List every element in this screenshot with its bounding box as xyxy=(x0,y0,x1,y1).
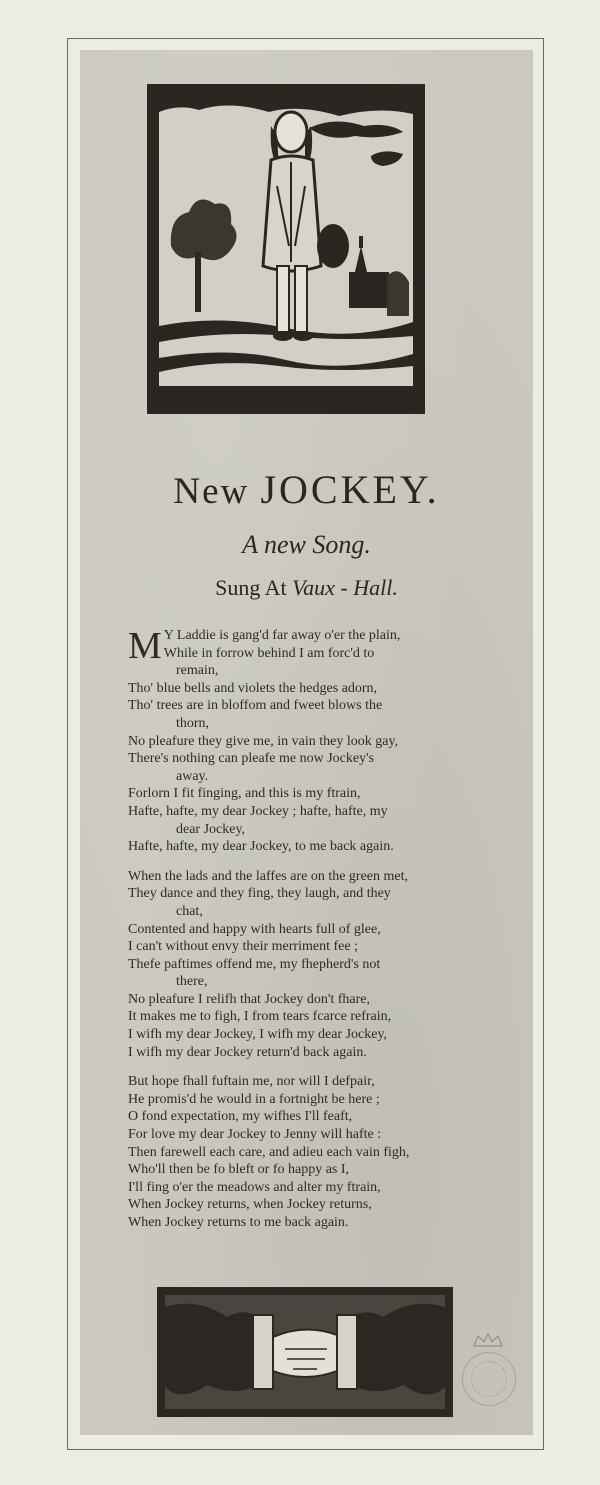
verse-line: remain, xyxy=(176,663,219,679)
verse-line: For love my dear Jockey to Jenny will hafte : xyxy=(128,1127,382,1143)
verse-line: Hafte, hafte, my dear Jockey ; hafte, hafte, my xyxy=(128,803,388,819)
broadside-title xyxy=(80,466,533,513)
verse-line: When Jockey returns, when Jockey returns, xyxy=(128,1197,372,1213)
verse-line: I wifh my dear Jockey return'd back again. xyxy=(128,1044,367,1060)
clasped-hands-drawing xyxy=(157,1287,453,1417)
verse-line: Then farewell each care, and adieu each vain figh, xyxy=(128,1144,410,1160)
verse-line: dear Jockey, xyxy=(176,821,246,837)
verse-line: Forlorn I fit finging, and this is my ftrain, xyxy=(128,786,361,802)
woodcut-gentleman-image xyxy=(147,84,425,414)
verse-line: Who'll then be fo bleft or fo happy as I, xyxy=(128,1162,350,1178)
verse-line: No pleafure I relifh that Jockey don't fhare, xyxy=(128,991,370,1007)
broadside-subtitle: A new Song. xyxy=(242,530,371,559)
verse-line: thorn, xyxy=(176,715,210,731)
verse-line: Y Laddie is gang'd far away o'er the plain, xyxy=(163,628,401,643)
verse-line: When the lads and the laffes are on the green met, xyxy=(128,868,409,884)
verse-line: I wifh my dear Jockey, I wifh my dear Jockey, xyxy=(128,1027,388,1043)
verse-line: When Jockey returns to me back again. xyxy=(128,1215,349,1230)
woodcut-gentleman-drawing xyxy=(159,96,413,402)
library-stamp-icon xyxy=(462,1352,516,1406)
title-word-new: New xyxy=(173,471,250,512)
verse-line: While in forrow behind I am forc'd to xyxy=(163,645,375,661)
stanza-1 xyxy=(128,627,478,856)
song-text xyxy=(128,627,478,1244)
verse-line: It makes me to figh, I from tears fcarce refrain, xyxy=(128,1009,392,1025)
woodcut-clasped-hands-image xyxy=(157,1287,453,1417)
verse-line: There's nothing can pleafe me now Jockey's xyxy=(128,751,375,767)
verse-line: Hafte, hafte, my dear Jockey, to me back again. xyxy=(128,839,394,855)
verse-line: O fond expectation, my wifhes I'll feaft, xyxy=(128,1109,353,1125)
verse-line: there, xyxy=(176,974,208,990)
performance-note xyxy=(80,575,533,601)
verse-line: Thefe paftimes offend me, my fhepherd's not xyxy=(128,956,381,972)
stanza-2 xyxy=(128,868,478,1062)
verse-line: away. xyxy=(176,768,209,784)
verse-line: They dance and they fing, they laugh, and they xyxy=(128,886,391,902)
sung-place: Vaux - Hall. xyxy=(292,575,398,600)
drop-cap: M xyxy=(128,625,162,667)
crest-icon xyxy=(470,1332,506,1350)
verse-line: Contented and happy with hearts full of glee, xyxy=(128,921,381,937)
verse-line: chat, xyxy=(176,903,203,919)
verse-line: But hope fhall fuftain me, nor will I defpair, xyxy=(128,1074,375,1090)
sung-prefix: Sung At xyxy=(215,575,287,600)
verse-line: Tho' trees are in bloffom and fweet blows the xyxy=(128,698,383,714)
verse-line: I can't without envy their merriment fee ; xyxy=(128,939,358,955)
title-word-jockey: JOCKEY. xyxy=(260,467,440,512)
verse-line: He promis'd he would in a fortnight be here ; xyxy=(128,1091,380,1107)
verse-line: No pleafure they give me, in vain they look gay, xyxy=(128,733,399,749)
stanza-3 xyxy=(128,1073,478,1231)
verse-line: Tho' blue bells and violets the hedges adorn, xyxy=(128,680,378,696)
verse-line: I'll fing o'er the meadows and alter my ftrain, xyxy=(128,1179,381,1195)
